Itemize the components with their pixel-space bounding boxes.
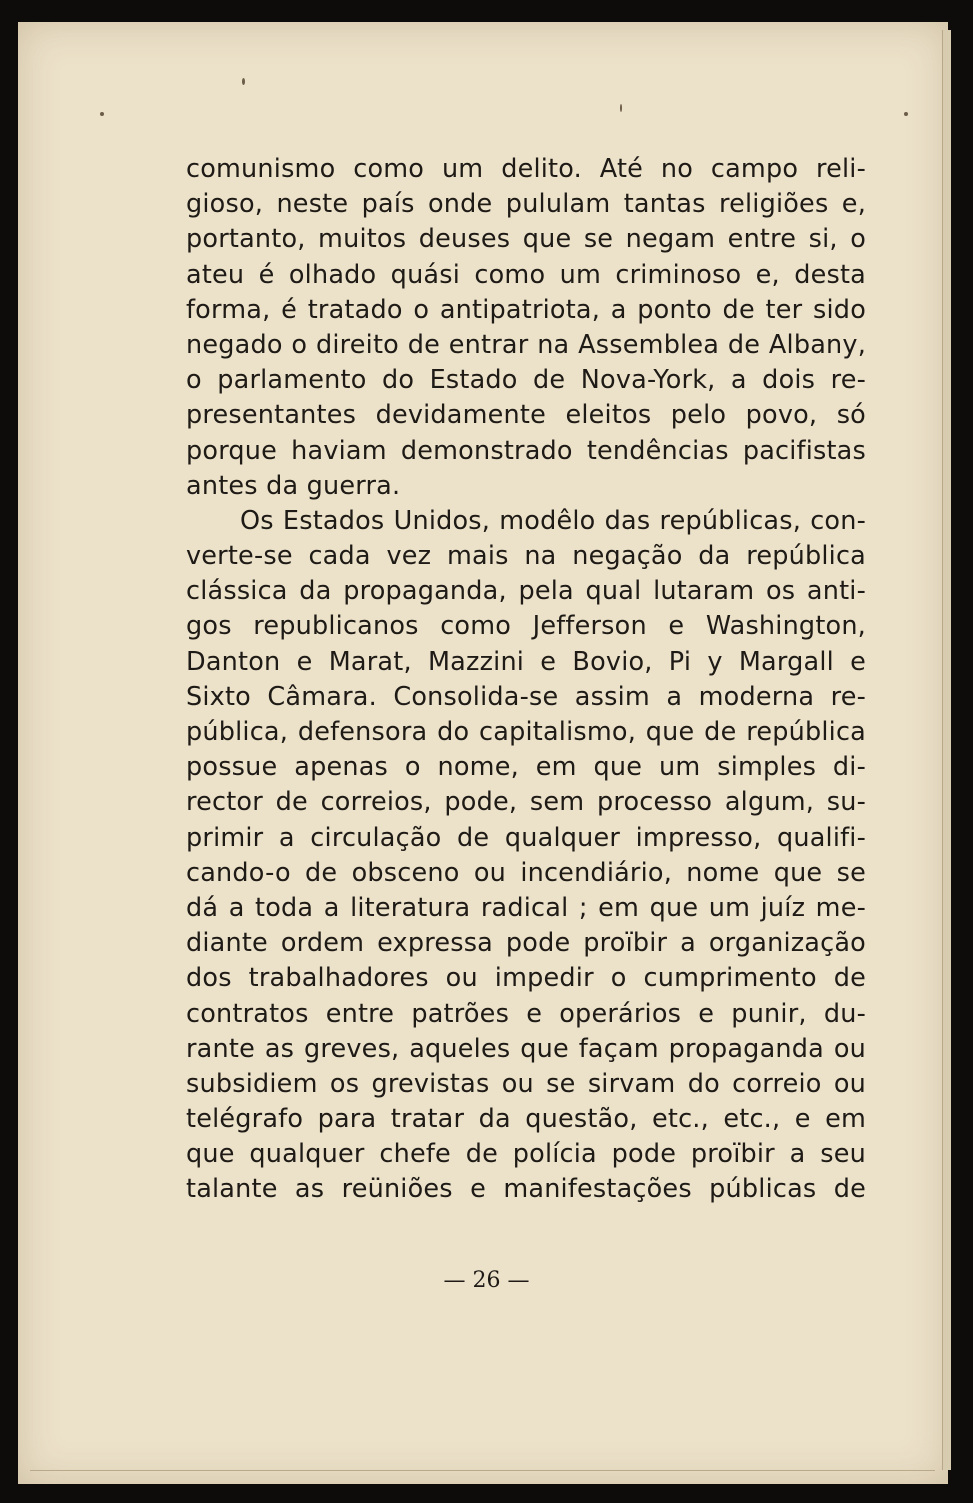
text-line: Sixto Câmara. Consolida-se assim a moderna re- [186,681,866,712]
text-line: cando-o de obsceno ou incendiário, nome que se [186,857,866,888]
ink-speck [904,112,908,116]
text-line: contratos entre patrões e operários e punir, du- [186,998,866,1029]
text-line: presentantes devidamente eleitos pelo povo, só [186,400,866,431]
body-text [186,152,866,1208]
text-line: clássica da propaganda, pela qual lutaram os anti- [186,576,866,607]
text-line: gioso, neste país onde pululam tantas religiões e, [186,189,866,220]
page-bottom-edge [30,1470,935,1471]
text-line: talante as reüniões e manifestações públicas de [186,1174,866,1205]
text-line: comunismo como um delito. Até no campo reli- [186,154,866,184]
text-line: Danton e Marat, Mazzini e Bovio, Pi y Margall e [186,646,866,677]
text-line: antes da guerra. [186,470,401,501]
text-line: dá a toda a literatura radical ; em que um juíz me- [186,892,866,923]
text-line: portanto, muitos deuses que se negam entre si, o [186,224,866,255]
text-line: telégrafo para tratar da questão, etc., etc., e em [186,1104,866,1135]
paragraph-2 [186,504,866,1208]
ink-speck [242,78,245,85]
text-line: ateu é olhado quási como um criminoso e, desta [186,259,866,290]
text-line: rante as greves, aqueles que façam propaganda ou [186,1033,866,1064]
ink-speck [620,104,622,112]
text-line: porque haviam demonstrado tendências pacifistas [186,435,866,466]
ink-speck [100,112,104,116]
text-line: gos republicanos como Jefferson e Washington, [186,611,866,642]
text-line: primir a circulação de qualquer impresso, qualifi- [186,822,866,853]
text-line: verte-se cada vez mais na negação da república [186,541,866,572]
text-line: diante ordem expressa pode proïbir a organização [186,928,866,959]
page-edge [942,30,951,1470]
text-line: possue apenas o nome, em que um simples di- [186,752,866,783]
text-line: que qualquer chefe de polícia pode proïbir a seu [186,1139,866,1170]
text-line: pública, defensora do capitalismo, que de república [186,717,866,747]
text-line: dos trabalhadores ou impedir o cumprimento de [186,963,866,994]
text-line: rector de correios, pode, sem processo algum, su- [186,787,866,818]
text-line: o parlamento do Estado de Nova-York, a dois re- [186,365,866,396]
text-line: Os Estados Unidos, modêlo das repúblicas, con- [240,505,866,536]
text-line: forma, é tratado o antipatriota, a ponto de ter sido [186,294,866,325]
paragraph-1 [186,152,866,504]
text-line: subsidiem os grevistas ou se sirvam do correio ou [186,1068,866,1099]
text-line: negado o direito de entrar na Assemblea de Albany, [186,329,866,360]
page-number: — 26 — [443,1268,530,1293]
